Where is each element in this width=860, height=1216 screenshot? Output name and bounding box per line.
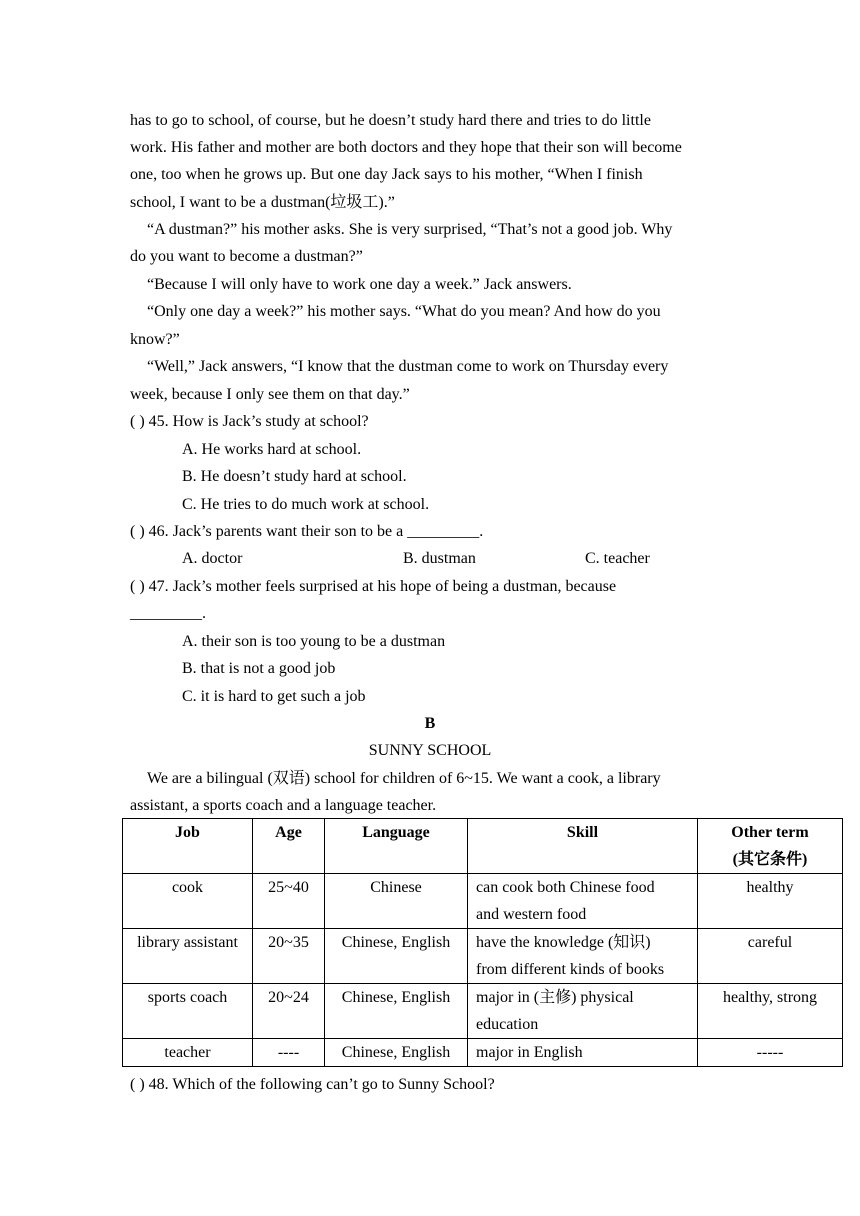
passage-line: “Only one day a week?” his mother says. “What do you mean? And how do you [147,303,661,320]
skill-line: can cook both Chinese food [476,879,655,896]
table-row [123,984,843,1039]
passage-line: week, because I only see them on that day.” [130,386,410,403]
skill-line: education [476,1016,539,1033]
question-47-option-b: B. that is not a good job [182,660,336,677]
header-language: Language [325,819,468,874]
header-other-term-chinese: (其它条件) [732,851,808,868]
header-job: Job [123,819,253,874]
age-cell: 20~35 [253,929,325,984]
section-letter: B [424,715,436,732]
other-cell: careful [698,929,843,984]
table-row [123,874,843,929]
section-intro: assistant, a sports coach and a language teacher. [130,797,437,814]
language-cell: Chinese, English [325,984,468,1039]
table-row [123,929,843,984]
passage-line: “Well,” Jack answers, “I know that the dustman come to work on Thursday every [147,358,669,375]
passage-line: work. His father and mother are both doctors and they hope that their son will become [130,139,682,156]
language-cell: Chinese [325,874,468,929]
other-cell: healthy [698,874,843,929]
header-skill: Skill [468,819,698,874]
age-cell: 20~24 [253,984,325,1039]
section-title: SUNNY SCHOOL [368,742,492,759]
skill-line: have the knowledge (知识) [476,934,651,951]
skill-line: major in English [476,1044,583,1061]
skill-cell [468,984,698,1039]
question-46-option-a: A. doctor [182,550,243,567]
skill-line: major in (主修) physical [476,989,634,1006]
skill-cell [468,929,698,984]
question-48-stem: ( ) 48. Which of the following can’t go to Sunny School? [130,1076,495,1093]
jobs-table [122,818,843,1067]
job-cell: library assistant [123,929,253,984]
question-46-option-c: C. teacher [585,550,650,567]
question-46-stem: ( ) 46. Jack’s parents want their son to be a _________. [130,523,484,540]
question-45-option-b: B. He doesn’t study hard at school. [182,468,407,485]
job-cell: teacher [123,1039,253,1067]
passage-line: school, I want to be a dustman(垃圾工).” [130,194,395,211]
question-47-stem-continued: _________. [130,605,206,622]
question-45-option-c: C. He tries to do much work at school. [182,496,430,513]
table-header-row [123,819,843,874]
skill-cell [468,874,698,929]
table-row [123,1039,843,1067]
language-cell: Chinese, English [325,1039,468,1067]
job-cell: sports coach [123,984,253,1039]
skill-line: and western food [476,906,587,923]
other-cell: ----- [698,1039,843,1067]
passage-line: “Because I will only have to work one day a week.” Jack answers. [147,276,572,293]
question-45-option-a: A. He works hard at school. [182,441,362,458]
passage-line: do you want to become a dustman?” [130,248,363,265]
age-cell: 25~40 [253,874,325,929]
passage-line: has to go to school, of course, but he doesn’t study hard there and tries to do little [130,112,651,129]
question-47-option-c: C. it is hard to get such a job [182,688,366,705]
question-47-stem: ( ) 47. Jack’s mother feels surprised at his hope of being a dustman, because [130,578,617,595]
question-46-option-b: B. dustman [403,550,476,567]
skill-line: from different kinds of books [476,961,665,978]
question-45-stem: ( ) 45. How is Jack’s study at school? [130,413,369,430]
age-cell: ---- [253,1039,325,1067]
question-47-option-a: A. their son is too young to be a dustman [182,633,446,650]
passage-line: “A dustman?” his mother asks. She is very surprised, “That’s not a good job. Why [147,221,673,238]
passage-line: know?” [130,331,180,348]
skill-cell [468,1039,698,1067]
section-intro: We are a bilingual (双语) school for children of 6~15. We want a cook, a library [147,770,661,787]
header-other-term-label: Other term [731,824,809,841]
passage-line: one, too when he grows up. But one day Jack says to his mother, “When I finish [130,166,643,183]
language-cell: Chinese, English [325,929,468,984]
header-other-term [698,819,843,874]
header-age: Age [253,819,325,874]
question-46-options [182,545,682,572]
other-cell: healthy, strong [698,984,843,1039]
job-cell: cook [123,874,253,929]
